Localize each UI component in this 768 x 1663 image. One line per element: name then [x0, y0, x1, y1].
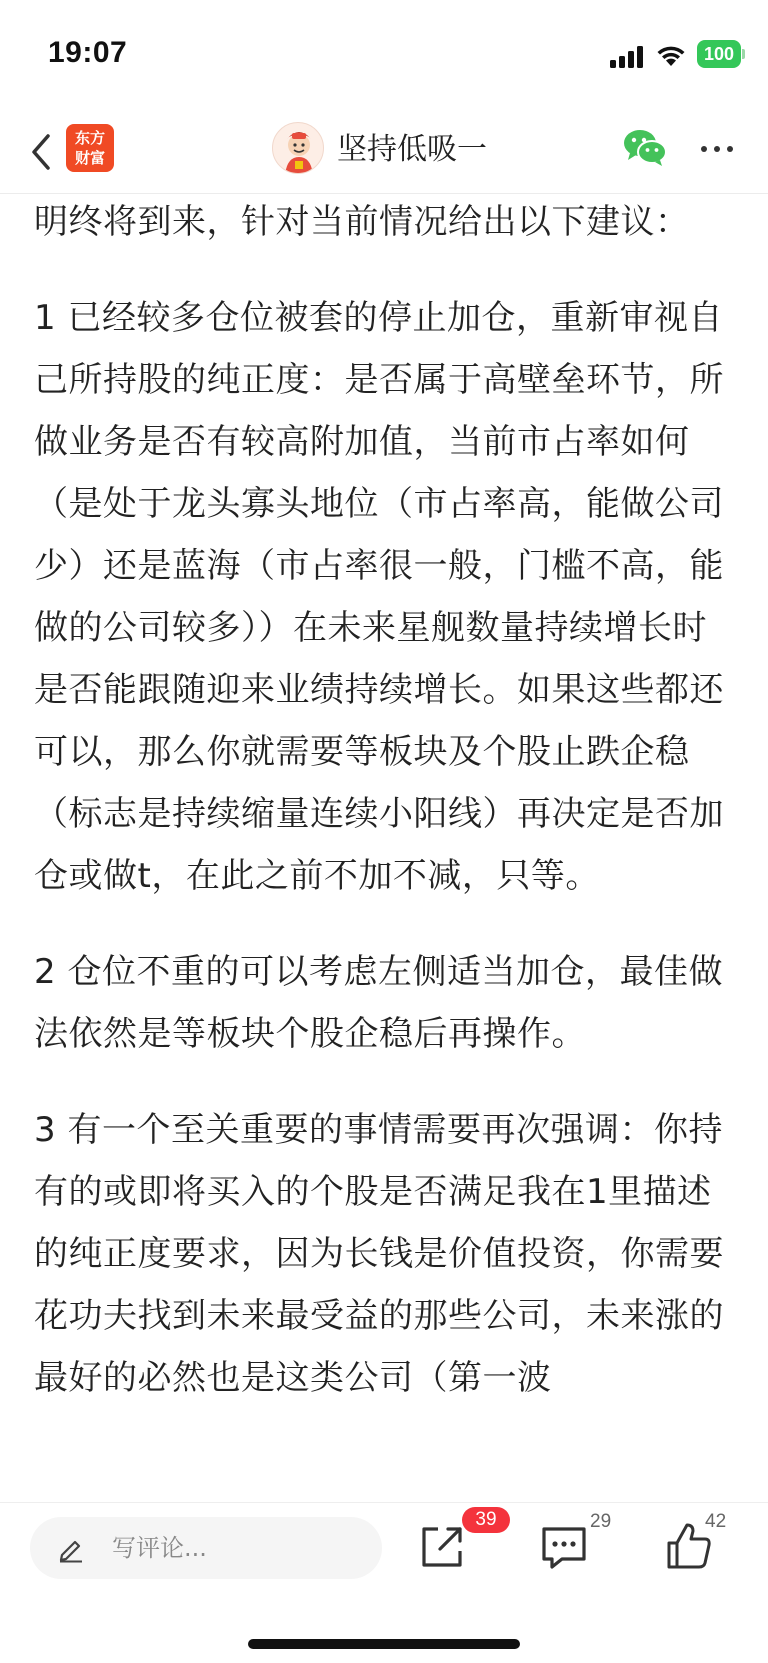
bottom-action-bar: [0, 1502, 768, 1663]
article-paragraph: 2 仓位不重的可以考虑左侧适当加仓，最佳做法依然是等板块个股企稳后再操作。: [34, 952, 723, 1054]
article-paragraph: 明终将到来，针对当前情况给出以下建议：: [34, 202, 690, 242]
logo-line-2: 财富: [74, 149, 105, 167]
comment-count: 29: [590, 1511, 612, 1532]
article-body: [34, 194, 734, 1502]
status-bar: [0, 0, 768, 110]
comment-icon[interactable]: [538, 1523, 590, 1573]
article-paragraph: 1 已经较多仓位被套的停止加仓，重新审视自己所持股的纯正度：是否属于高壁垒环节，所做业务是否有较高附加值，当前市占率如何（是处于龙头寡头地位（市占率高，能做公司少）还是蓝海（市占率很一般，门槛不高，能做的公司较多））在未来星舰数量持续增长时是否能跟随迎来业绩持续增长。如果这些都还可以，那么你就需要等板块及个股止跌企稳（标志是持续缩量连续小阳线）再决定是否加仓或做t，在此之前不加不减，只等。: [34, 298, 724, 896]
author-name[interactable]: 坚持低吸一: [337, 132, 487, 167]
comment-input[interactable]: [30, 1517, 382, 1579]
home-indicator[interactable]: [248, 1639, 520, 1649]
wifi-icon: [655, 40, 687, 68]
share-icon[interactable]: [416, 1521, 468, 1573]
wechat-icon[interactable]: [622, 126, 668, 168]
avatar[interactable]: [272, 122, 324, 174]
like-count: 42: [705, 1511, 727, 1532]
more-icon[interactable]: [697, 130, 737, 166]
comment-placeholder: 写评论...: [112, 1534, 207, 1562]
battery-level: 100: [697, 40, 741, 68]
battery-icon: [697, 40, 745, 68]
status-time: 19:07: [48, 36, 128, 69]
app-logo[interactable]: [66, 124, 114, 172]
logo-line-1: 东方: [74, 129, 105, 147]
pencil-icon: [56, 1533, 86, 1563]
header: [0, 110, 768, 194]
article-paragraph: 3 有一个至关重要的事情需要再次强调：你持有的或即将买入的个股是否满足我在1里描述的纯正度要求，因为长钱是价值投资，你需要花功夫找到未来最受益的那些公司，未来涨的最好的必然也是这类公司（第一波: [34, 1110, 724, 1398]
share-count-badge: 39: [462, 1507, 510, 1533]
back-arrow-icon[interactable]: [26, 128, 56, 176]
signal-icon: [610, 44, 646, 68]
avatar-figure-icon: [273, 123, 324, 174]
